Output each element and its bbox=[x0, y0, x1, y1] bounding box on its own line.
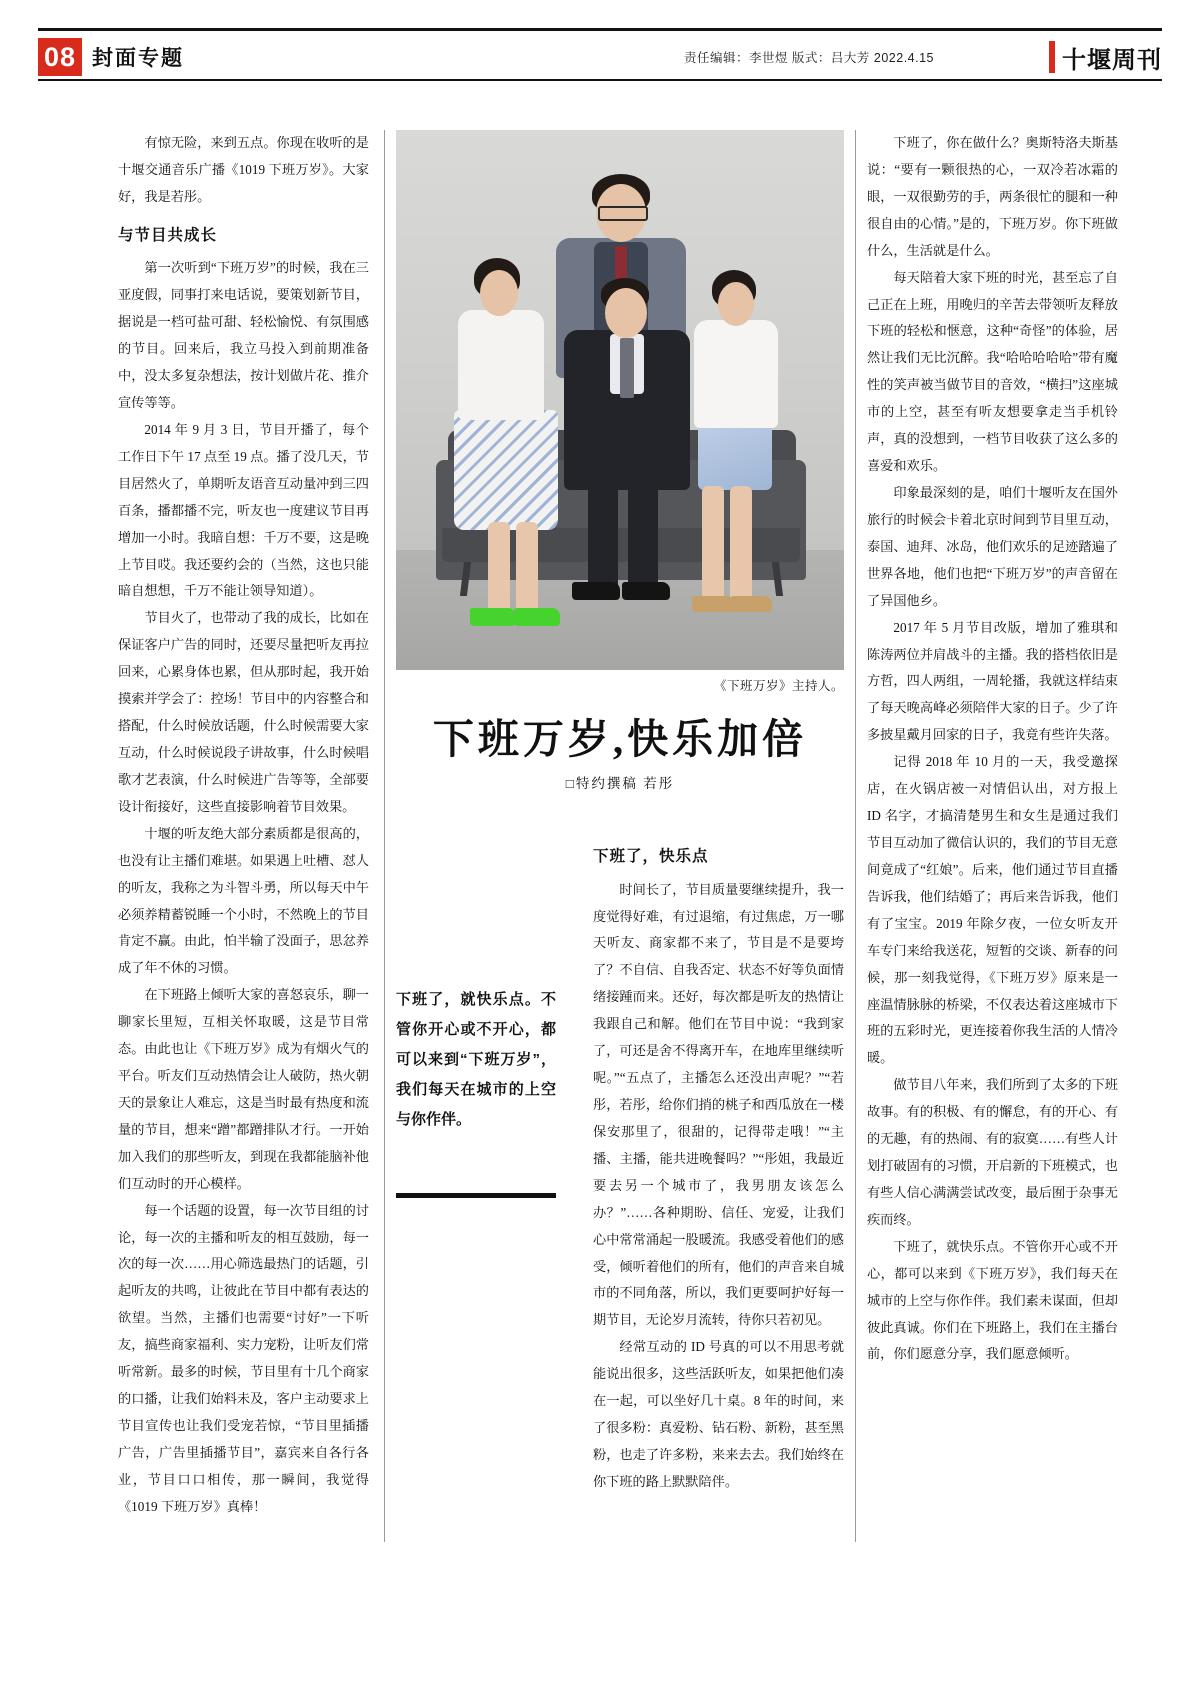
left-woman-leg-1 bbox=[488, 522, 510, 618]
body-column-1 bbox=[118, 130, 369, 1540]
right-woman-leg-2 bbox=[730, 486, 752, 604]
left-woman-head bbox=[480, 270, 518, 316]
body-paragraph: 经常互动的 ID 号真的可以不用思考就能说出很多，这些活跃听友，如果把他们凑在一起，可以坐好几十桌。8 年的时间，来了很多粉：真爱粉、钻石粉、新粉，甚至黑粉，也走了许多粉，来来去去。我们始终在你下班的路上默默陪伴。 bbox=[593, 1339, 844, 1489]
body-paragraph: 节目火了，也带动了我的成长，比如在保证客户广告的同时，还要尽量把听友再拉回来，心累身体也累，但从那时起，我开始摸索并学会了：控场！节目中的内容整合和搭配，什么时候放话题，什么时候需要大家互动，什么时候说段子讲故事，什么时候唱歌才艺表演，什么时候进广告等等，全部要设计衔接好，这些直接影响着节目效果。 bbox=[118, 610, 369, 814]
feature-photo bbox=[396, 130, 844, 670]
body-paragraph: 每天陪着大家下班的时光，甚至忘了自己正在上班，用晚归的辛苦去带领听友释放下班的轻松和惬意，这种“奇怪”的体验，居然让我们无比沉醉。我“哈哈哈哈哈”带有魔性的笑声被当做节目的音效，“横扫”这座城市的上空，甚至有听友想要拿走当手机铃声，真的没想到，一档节目收获了这么多的喜爱和欢乐。 bbox=[867, 269, 1118, 474]
column-divider-left bbox=[384, 130, 385, 1542]
body-column-2 bbox=[395, 840, 575, 1540]
body-paragraph: 有惊无险，来到五点。你现在收听的是十堰交通音乐广播《1019 下班万岁》。大家好，我是若彤。 bbox=[118, 135, 369, 204]
center-man-leg-2 bbox=[628, 482, 658, 592]
masthead-bottom-rule bbox=[38, 79, 1162, 81]
right-woman-head bbox=[718, 282, 754, 326]
section-heading: 下班了，快乐点 bbox=[593, 848, 709, 865]
section-title: 封面专题 bbox=[92, 47, 184, 70]
left-woman-shoe-1 bbox=[470, 608, 516, 626]
body-paragraph: 在下班路上倾听大家的喜怒哀乐，聊一聊家长里短，互相关怀取暖，这是节目常态。由此也让《下班万岁》成为有烟火气的平台。听友们互动热情会让人破防，热火朝天的景象让人难忘，这是当时最有热度和流量的节目，想来“蹭”都蹭排队才行。一开始加入我们的那些听友，到现在我都能脑补他们互动时的开心模样。 bbox=[118, 987, 369, 1191]
center-man-head bbox=[605, 288, 647, 338]
brand-name: 十堰周刊 bbox=[1062, 46, 1162, 74]
brand-logo bbox=[1049, 38, 1162, 76]
masthead bbox=[38, 30, 1162, 78]
left-woman-skirt bbox=[454, 410, 558, 530]
body-paragraph: 下班了，就快乐点。不管你开心或不开心，都可以来到《下班万岁》，我们每天在城市的上空与你作伴。我们素未谋面，但却彼此真诚。你们在下班路上，我们在主播台前，你们愿意分享，我们愿意倾听。 bbox=[867, 1238, 1118, 1362]
body-paragraph: 时间长了，节目质量要继续提升，我一度觉得好难，有过退缩，有过焦虑，万一哪天听友、商家都不来了，节目是不是要垮了？不自信、自我否定、状态不好等负面情绪接踵而来。还好，每次都是听友的热情让我跟自己和解。他们在节目中说：“我到家了，可还是舍不得离开车，在地库里继续听呢。”“五点了，主播怎么还没出声呢？”“若彤，若彤，给你们捎的桃子和西瓜放在一楼保安那里了，很甜的，记得带走哦！”“主播、主播，能共进晚餐吗？”“彤姐，我最近要去另一个城市了，我男朋友该怎么办？”……各种期盼、信任、宠爱，让我们心中常常涌起一股暖流。我感受着他们的感受，倾听着他们的所有，他们的声音来自城市的不同角落，所以，我们更要呵护好每一期节目，无论岁月流转，待你只若初见。 bbox=[593, 881, 844, 1328]
right-woman-shoe-2 bbox=[730, 596, 772, 612]
body-column-4 bbox=[867, 130, 1118, 1540]
body-paragraph: 2014 年 9 月 3 日，节目开播了，每个工作日下午 17 点至 19 点。播了没几天，节目居然火了，单期听友语音互动量冲到三四百条，播都播不完，听友也一度建议节目再增加一小时。我暗自想：千万不要，这是晚上节目哎。我还要约会的（当然，这也只能暗自想想，千万不能让领导知道）。 bbox=[118, 421, 369, 599]
photo-caption: 《下班万岁》主持人。 bbox=[713, 679, 844, 693]
center-man-leg-1 bbox=[588, 482, 618, 592]
pull-quote: 下班了，就快乐点。不管你开心或不开心，都可以来到“下班万岁”，我们每天在城市的上空与你作伴。 bbox=[396, 991, 556, 1128]
body-paragraph: 十堰的听友绝大部分素质都是很高的，也没有让主播们难堪。如果遇上吐槽、怼人的听友，我称之为斗智斗勇，所以每天中午必须养精蓄锐睡一个小时，不然晚上的节目肯定不赢。由此，怕半输了没面子，思忿养成了年不休的习惯。 bbox=[118, 825, 369, 976]
center-man-tie bbox=[620, 338, 634, 398]
body-paragraph: 2017 年 5 月节目改版，增加了雅琪和陈涛两位并肩战斗的主播。我的搭档依旧是方哲，四人两组，一周轮播，我就这样结束了每天晚高峰必须陪伴大家的日子。少了许多披星戴月回家的日子，我竟有些许失落。 bbox=[867, 619, 1118, 743]
left-woman-top bbox=[458, 310, 544, 420]
section-heading: 与节目共成长 bbox=[118, 226, 218, 244]
right-woman-shoe-1 bbox=[692, 596, 734, 612]
right-woman-leg-1 bbox=[702, 486, 724, 604]
body-paragraph: 做节目八年来，我们所到了太多的下班故事。有的积极、有的懈怠，有的开心、有的无趣，有的热闹、有的寂寞……有些人计划打破固有的习惯，开启新的下班模式，也有些人信心满满尝试改变，最后囿于杂事无疾而终。 bbox=[867, 1077, 1118, 1227]
right-woman-jacket bbox=[694, 320, 778, 428]
brand-accent-bar bbox=[1049, 41, 1055, 73]
body-paragraph: 第一次听到“下班万岁”的时候，我在三亚度假，同事打来电话说，要策划新节目，据说是一档可盐可甜、轻松愉悦、有氛围感的节目。回来后，我立马投入到前期准备中，没太多复杂想法，按计划做片花、推介宣传等等。 bbox=[118, 260, 369, 410]
article-byline: □特约撰稿 若彤 bbox=[565, 776, 675, 791]
page-number: 08 bbox=[38, 38, 82, 76]
article-headline: 下班万岁,快乐加倍 bbox=[432, 716, 808, 762]
masthead-top-rule bbox=[38, 28, 1162, 31]
body-paragraph: 下班了，你在做什么？奥斯特洛夫斯基说：“要有一颗很热的心，一双冷若冰霜的眼，一双很勤劳的手，两条很忙的腿和一种很自由的心情。”是的，下班万岁。你下班做什么，生活就是什么。 bbox=[867, 135, 1118, 258]
center-man-shoe-2 bbox=[622, 582, 670, 600]
body-paragraph: 印象最深刻的是，咱们十堰听友在国外旅行的时候会卡着北京时间到节目里互动，泰国、迪拜、冰岛，他们欢乐的足迹踏遍了世界各地，他们也把“下班万岁”的声音留在了异国他乡。 bbox=[867, 484, 1118, 608]
editorial-credits: 责任编辑：李世煜 版式：吕大芳 2022.4.15 bbox=[683, 51, 934, 65]
body-paragraph: 每一个话题的设置，每一次节目组的讨论，每一次的主播和听友的相互鼓励，每一次的每一次……用心筛选最热门的话题，引起听友的共鸣，让彼此在节目中都有表达的欲望。当然，主播们也需要“讨好”一下听友，搞些商家福利、实力宠粉，让听友们常听常新。最多的时候，节目里有十几个商家的口播，让我们始料未及，客户主动要求上节目宣传也让我们受宠若惊，“节目里插播广告，广告里插播节目”，嘉宾来自各行各业，节目口口相传，那一瞬间，我觉得《1019 下班万岁》真棒！ bbox=[118, 1202, 369, 1514]
left-woman-shoe-2 bbox=[514, 608, 560, 626]
column-divider-right bbox=[855, 130, 856, 1542]
left-woman-leg-2 bbox=[516, 522, 538, 618]
body-column-3 bbox=[593, 832, 844, 1542]
glasses-icon bbox=[598, 206, 648, 221]
center-man-shoe-1 bbox=[572, 582, 620, 600]
body-paragraph: 记得 2018 年 10 月的一天，我受邀探店，在火锅店被一对情侣认出，对方报上 ID 名字，才搞清楚男生和女生是通过我们节目互动加了微信认识的，我们的节目无意间竟成了“红娘”。后来，他们通过节目直播告诉我，他们结婚了；再后来告诉我，他们有了宝宝。2019 年除夕夜，一位女听友开车专门来给我送花，短暂的交谈、新春的问候，那一刻我觉得，《下班万岁》原来是一座温情脉脉的桥梁，不仅表达着这座城市下班的五彩时光，更连接着你我生活的人情冷暖。 bbox=[867, 754, 1118, 1066]
